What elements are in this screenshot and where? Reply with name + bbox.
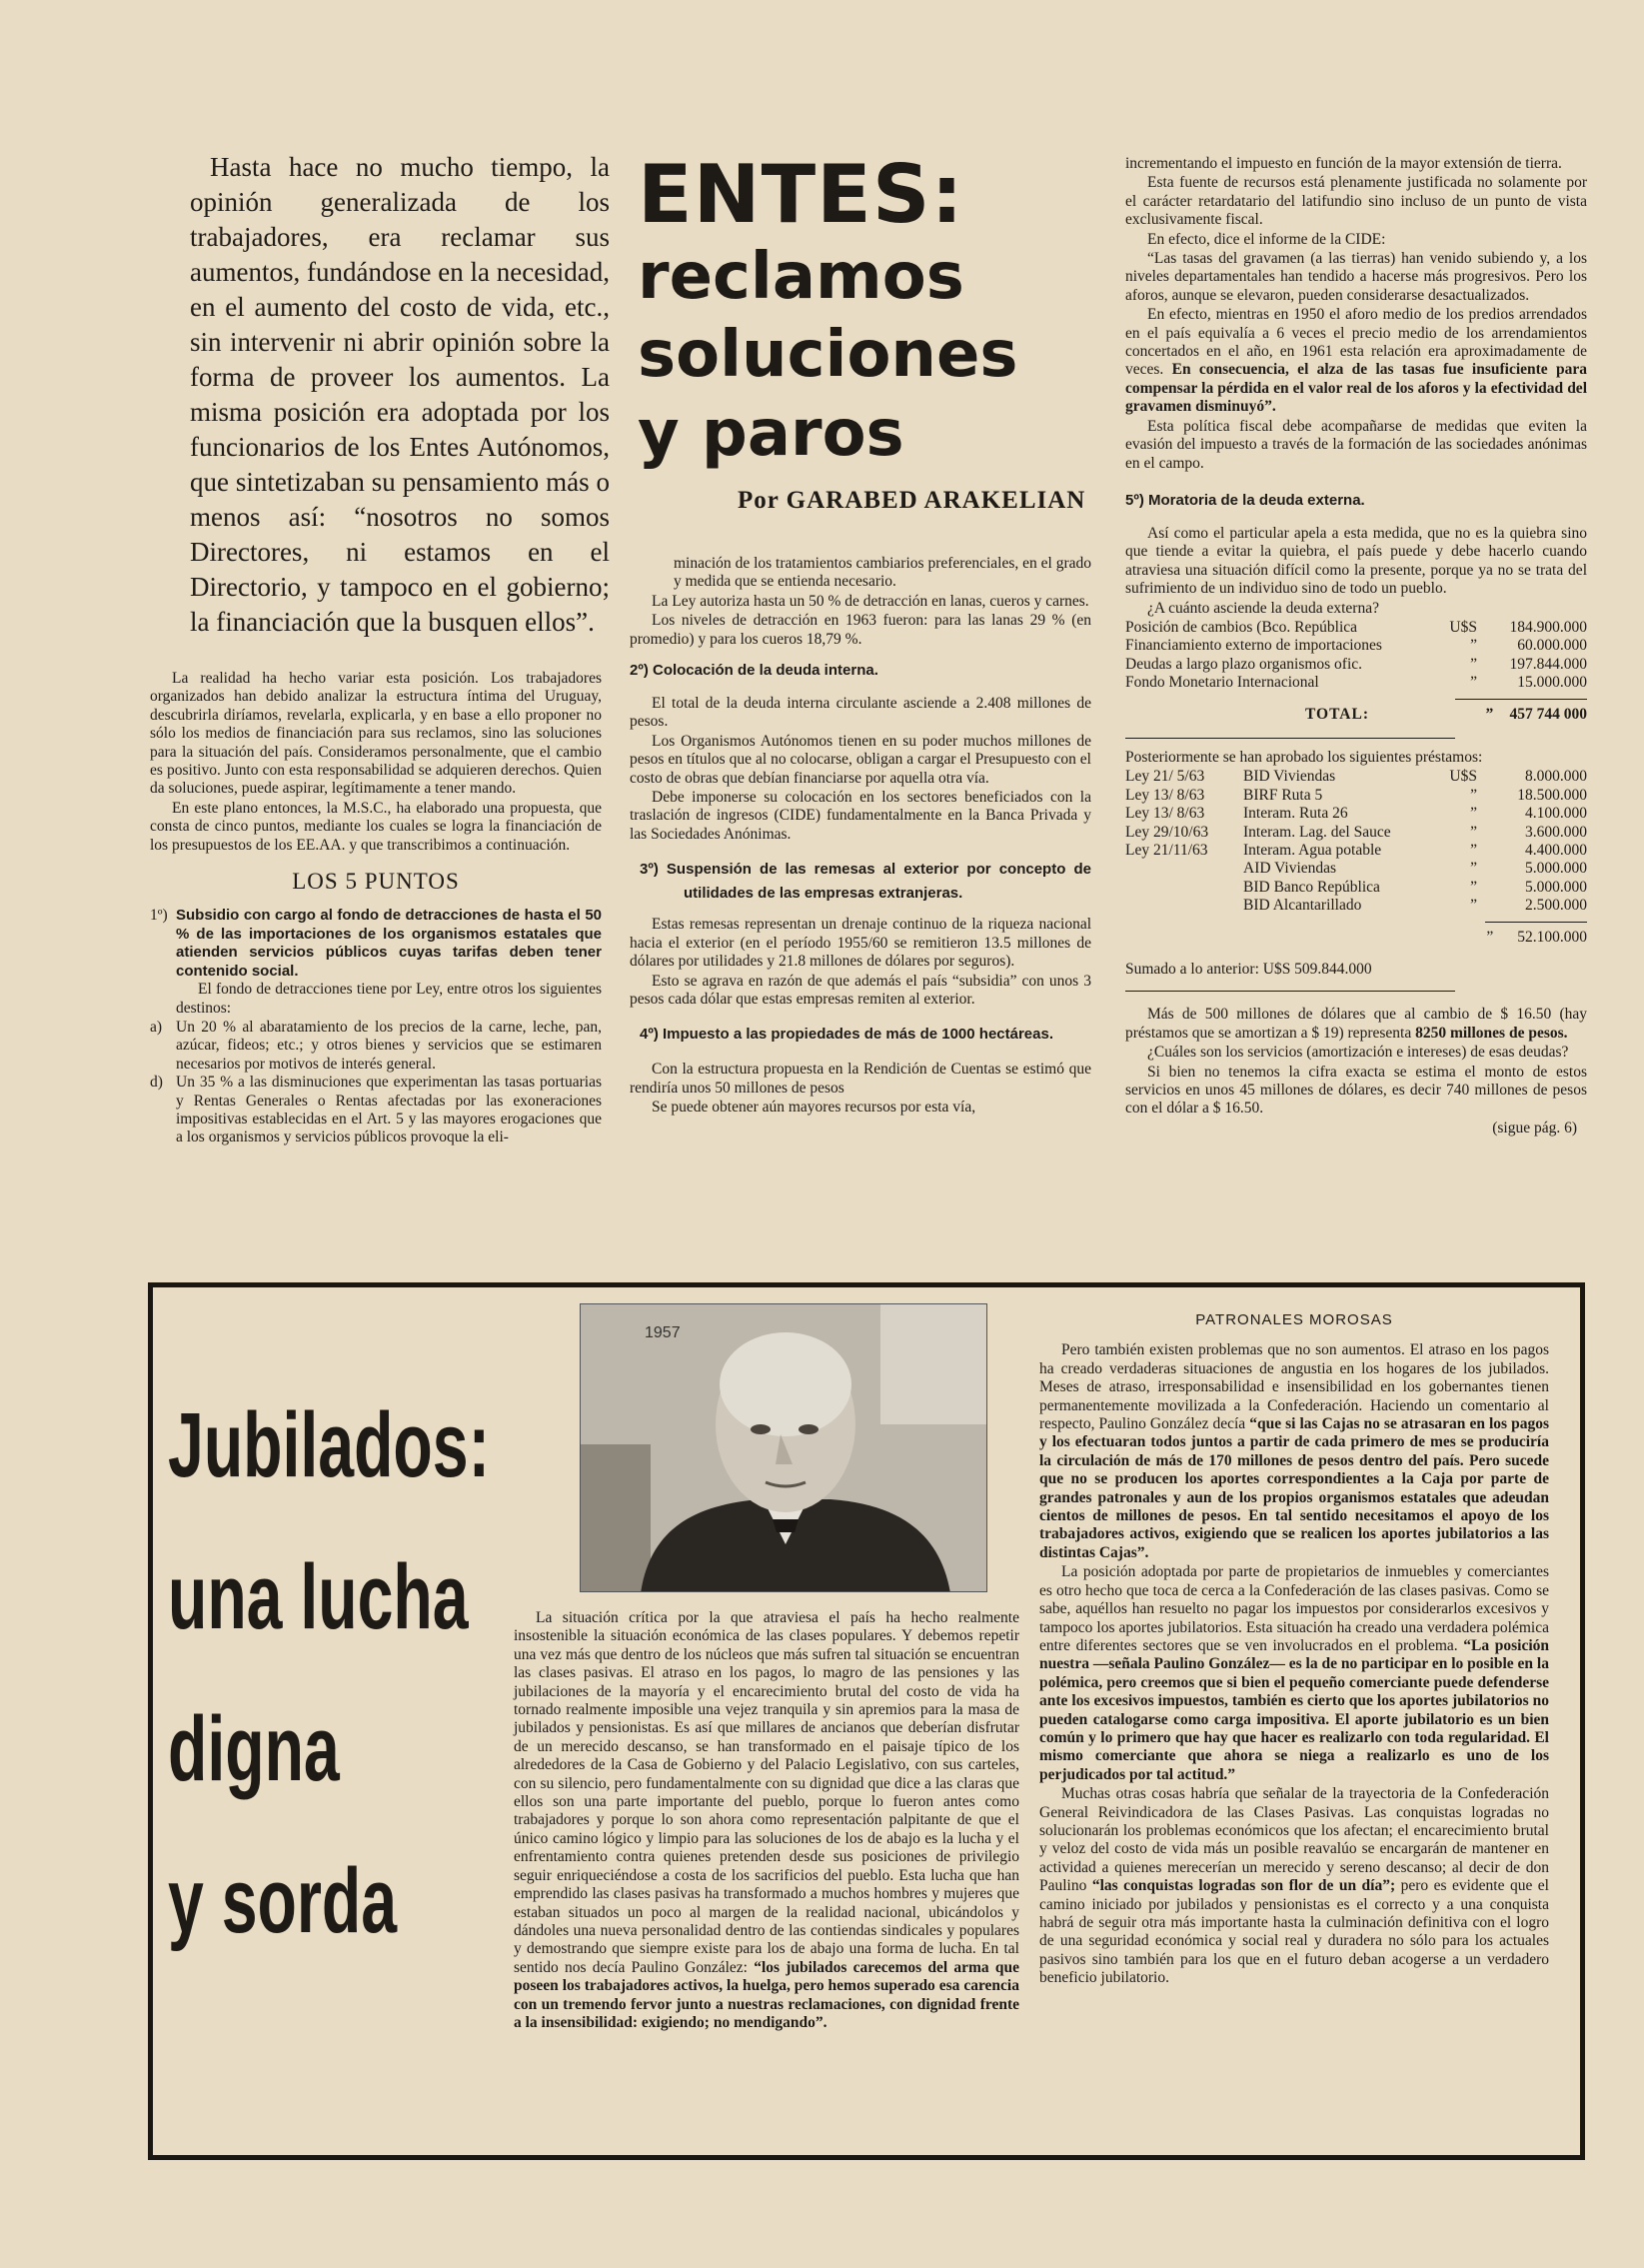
debt-row-label: Deudas a largo plazo organismos ofic. — [1125, 655, 1363, 673]
continued-note: (sigue pág. 6) — [1492, 1119, 1577, 1136]
intro-paragraph: Hasta hace no mucho tiempo, la opinión generalizada de los trabajadores, era reclamar sus aumentos, fundándose en la necesidad, en el aumento del costo de vida, etc., sin intervenir ni abrir opinión sobre la forma de proveer los aumentos. La misma posición era adoptada por los funcionarios de los Entes Autónomos, que sintetizaban su pensamiento más o menos así: “nosotros no somos Directores, ni estamos en el Directorio, y tampoco en el gobierno; la financiación que la busquen ellos”. — [190, 152, 610, 637]
point-2-title: 2º) Colocación de la deuda interna. — [630, 662, 878, 680]
col2-paragraph-2: La Ley autoriza hasta un 50 % de detracción en lanas, cueros y carnes. — [652, 592, 1089, 610]
col2-paragraph-3: Los niveles de detracción en 1963 fueron: para las lanas 29 % (en promedio) y para los cueros 18,79 %. — [630, 612, 1091, 648]
box-headline-line-3: digna — [168, 1698, 340, 1800]
loan-row-value: 5.000.000 — [1525, 878, 1587, 896]
loans-rule — [1485, 922, 1587, 923]
loan-row — [1125, 842, 1587, 860]
debt-row — [1125, 674, 1587, 692]
headline-line-4: y paros — [638, 396, 904, 471]
col3-paragraph-11: ¿Cuáles son los servicios (amortización e intereses) de esas deudas? — [1147, 1044, 1569, 1062]
box-headline-line-4: y sorda — [168, 1850, 398, 1952]
loan-row-desc: Interam. Lag. del Sauce — [1243, 823, 1391, 841]
debt-separator — [1125, 738, 1455, 739]
box-right-p1-text: Pero también existen problemas que no son aumentos. El atraso en los pagos ha creado verdaderas situaciones de angustia en los hogares de los jubilados. Meses de atraso, irresponsabilidad e insensibilidad en los gobernantes tienen permanentemente movilizada a la Confederación. Haciendo un comentario al respecto, Paulino González decía — [1039, 1341, 1549, 1433]
item-d-marker: d) — [150, 1074, 163, 1092]
loan-row-desc: BID Viviendas — [1243, 768, 1336, 786]
col2-paragraph-8: Esto se agrava en razón de que además el país “subsidia” con unos 3 pesos cada dólar que estas empresas remiten al exterior. — [630, 972, 1091, 1008]
loan-row — [1125, 860, 1587, 878]
box-middle-column — [514, 1609, 1019, 2033]
loan-row-law: Ley 29/10/63 — [1125, 823, 1209, 841]
col3-paragraph-6: Esta política fiscal debe acompañarse de medidas que eviten la evasión del impuesto a través de la formación de las sociedades anónimas en el campo. — [1125, 417, 1587, 472]
external-debt-table — [1125, 619, 1587, 693]
col3-p10-bold: 8250 millones de pesos. — [1415, 1024, 1568, 1042]
box-headline — [168, 1394, 491, 2007]
column-3 — [1125, 155, 1587, 1137]
loan-row-value: 18.500.000 — [1517, 786, 1587, 804]
box-right-p2-text: La posición adoptada por parte de propietarios de inmuebles y comerciantes es otro hecho que toca de cerca a la Confederación de las clases pasivas. Como se sabe, aquéllos han resuelto no pagar los impuestos por considerarlos excesivos y tampoco los aportes jubilatorios. Esta situación ha creado una verdadera polémica entre diferentes sectores que se ven involucrados en el problema. — [1039, 1563, 1549, 1654]
item-a-marker: a) — [150, 1018, 163, 1036]
point-1-text: El fondo de detracciones tiene por Ley, entre otros los siguientes destinos: — [176, 981, 602, 1017]
box-middle-paragraph — [514, 1609, 1019, 2032]
col2-paragraph-10: Se puede obtener aún mayores recursos por esta vía, — [652, 1099, 976, 1117]
box-headline-line-2: una lucha — [168, 1546, 469, 1648]
loan-row-value: 5.000.000 — [1525, 860, 1587, 878]
loan-row-unit: ” — [1470, 878, 1477, 896]
loan-row-unit: ” — [1470, 842, 1477, 859]
col3-paragraph-7: Así como el particular apela a esta medida, que no es la quiebra sino que tiende a evitar la quiebra, el país puede y debe hacerlo cuando atraviesa una situación difícil como la presente, porque ya no se trata del sufrimiento de un individuo sino de todo un pueblo. — [1125, 524, 1587, 598]
col3-paragraph-8: ¿A cuánto asciende la deuda externa? — [1147, 599, 1379, 617]
box-middle-quote: “los jubilados carecemos del arma que poseen los trabajadores activos, la huelga, pero hemos superado esa carencia con un tremendo fervor junto a nuestras reclamaciones, con dignidad frente a la insensibilidad: exigiendo; no mendigando”. — [514, 1958, 1019, 2031]
loans-total-value: 52.100.000 — [1517, 928, 1587, 946]
loan-row-law — [1125, 860, 1243, 878]
loan-row-desc: BIRF Ruta 5 — [1243, 786, 1323, 804]
point-1 — [150, 907, 602, 981]
loan-row-unit: U$S — [1449, 768, 1477, 786]
column-2 — [630, 555, 1091, 1119]
loan-row-value: 4.100.000 — [1525, 805, 1587, 823]
box-headline-line-1: Jubilados: — [168, 1394, 491, 1496]
loan-row — [1125, 768, 1587, 786]
loan-row-unit: ” — [1470, 786, 1477, 804]
debt-row — [1125, 619, 1587, 637]
photo-caption: 1957 — [645, 1324, 681, 1341]
point-1-title: Subsidio con cargo al fondo de detracciones de hasta el 50 % de las importaciones de los organismos estatales que atienden servicios públicos cuyas tarifas deben tener contenido social. — [176, 907, 602, 980]
loans-table — [1125, 768, 1587, 915]
col1-paragraph-2: En este plano entonces, la M.S.C., ha elaborado una propuesta, que consta de cinco puntos, mediante los cuales se logra la financiación de los presupuestos de los EE.AA. y que transcribimos a continuación. — [150, 799, 602, 854]
loan-row-unit: ” — [1470, 805, 1477, 823]
loan-row — [1125, 787, 1587, 805]
box-right-p3-text: Muchas otras cosas habría que señalar de la trayectoria de la Confederación General Reivindicadora de las Clases Pasivas. Las conquistas logradas no solucionarán los problemas económicos que los afectan; el encarecimiento brutal y veloz del costo de vida más un posible reavalúo se encargarán de mantener en actividad a quienes merecerían un merecido y sereno descanso; al decir de don Paulino — [1039, 1785, 1549, 1895]
col2-paragraph-7: Estas remesas representan un drenaje continuo de la riqueza nacional hacia el exterior (en el período 1955/60 se remitieron 13.5 millones de dólares por utilidades y 21.8 millones de dólares por seguros). — [630, 916, 1091, 971]
point-3-title: 3º) Suspensión de las remesas al exterior por concepto de utilidades de las empresas extranjeras. — [640, 861, 1091, 903]
column-1 — [150, 670, 602, 1147]
loan-row-law — [1125, 879, 1243, 897]
item-d-text: Un 35 % a las disminuciones que experimentan las tasas portuarias y Rentas Generales o Rentas afectadas por las exoneraciones impositivas establecidas en el Art. 5 y las mayores erogaciones que a los organismos y servicios públicos provoque la eli- — [176, 1074, 602, 1146]
point-1-item-d — [150, 1074, 602, 1147]
loan-row-law: Ley 21/11/63 — [1125, 842, 1208, 859]
headline-line-2: reclamos — [638, 240, 964, 314]
col3-paragraph-4: “Las tasas del gravamen (a las tierras) han venido subiendo y, a los niveles departamentales han tendido a hacerse más progresivos. Pero los aforos, aunque se elevaron, pueden considerarse desactualizados. — [1125, 250, 1587, 304]
debt-total-label: TOTAL: — [1305, 705, 1369, 723]
box-right-column — [1039, 1307, 1549, 1989]
box-right-p2-quote: “La posición nuestra —señala Paulino González— es la de no participar en lo posible en la polémica, pero creemos que si bien el pequeño comerciante puede defenderse ante los excesivos impuestos, también es cierto que los aportes jubilatorios no pueden catalogarse como carga impositiva. El aporte jubilatorio es un bien común y lo primero que hay que hacer es realizarlo con toda regularidad. El mismo comerciante que ahora se niega a realizarlo es uno de los perjudicados por tal actitud.” — [1039, 1636, 1550, 1783]
point-1-marker: 1º) — [150, 907, 168, 925]
headline-line-3: soluciones — [638, 318, 1018, 393]
debt-row — [1125, 637, 1587, 655]
loan-row-value: 4.400.000 — [1525, 842, 1587, 859]
col2-paragraph-4: El total de la deuda interna circulante asciende a 2.408 millones de pesos. — [630, 695, 1091, 731]
debt-row-unit: ” — [1470, 655, 1477, 673]
sum-separator — [1125, 991, 1455, 992]
debt-row — [1125, 656, 1587, 674]
intro-lead — [190, 150, 610, 640]
debt-row-unit: ” — [1470, 637, 1477, 655]
box-right-p3-quote: “las conquistas logradas son flor de un día”; — [1091, 1877, 1396, 1895]
loan-row — [1125, 897, 1587, 915]
col2-paragraph-5: Los Organismos Autónomos tienen en su poder muchos millones de pesos en títulos que al no colocarse, obligan a cargar el Presupuesto con el costo de obras que debían financiarse por aquella otra vía. — [630, 732, 1091, 787]
loans-total-unit: ” — [1486, 928, 1494, 946]
col2-paragraph-1: minación de los tratamientos cambiarios preferenciales, en el grado y medida que se entienda necesario. — [674, 555, 1091, 591]
col3-p10-text: Más de 500 millones de dólares que al cambio de $ 16.50 (hay préstamos que se amortizan a $ 19) representa — [1125, 1006, 1587, 1042]
point-4-title: 4º) Impuesto a las propiedades de más de 1000 hectáreas. — [640, 1026, 1053, 1044]
debt-row-unit: ” — [1470, 674, 1477, 692]
item-a-text: Un 20 % al abaratamiento de los precios de la carne, leche, pan, azúcar, fideos; etc.; y otros bienes y servicios que se estimaren necesarios por motivos de interés general. — [176, 1018, 602, 1073]
loan-row — [1125, 805, 1587, 823]
loan-row-unit: ” — [1470, 897, 1477, 915]
col3-paragraph-10 — [1125, 1006, 1587, 1043]
debt-row-unit: U$S — [1449, 618, 1477, 636]
debt-total-unit: ” — [1485, 705, 1494, 723]
col1-paragraph-1: La realidad ha hecho variar esta posición. Los trabajadores organizados han debido analizar la estructura íntima del Uruguay, descubrirla diríamos, revelarla, explicarla, y en base a ello proponer no sólo los medios de financiación para sus reclamos, sino las soluciones para la situación del país. Consideramos personalmente, que el cambio es positivo. Junto con esta responsabilidad se adquieren derechos. Quien da soluciones, puede aspirar, legítimamente a tener mando. — [150, 670, 602, 798]
debt-row-value: 60.000.000 — [1517, 637, 1587, 655]
section-title: LOS 5 PUNTOS — [292, 869, 460, 895]
box-right-paragraph-2 — [1039, 1563, 1549, 1784]
portrait-photo — [580, 1303, 987, 1592]
total-rule — [1455, 699, 1587, 700]
loan-row-law: Ley 13/ 8/63 — [1125, 805, 1205, 823]
loan-row-desc: Interam. Agua potable — [1243, 842, 1382, 859]
sum-line: Sumado a lo anterior: U$S 509.844.000 — [1125, 961, 1372, 979]
loan-row-value: 3.600.000 — [1525, 823, 1587, 841]
loan-row — [1125, 879, 1587, 897]
loan-row-desc: Interam. Ruta 26 — [1243, 805, 1348, 823]
debt-row-value: 197.844.000 — [1509, 655, 1587, 673]
box-right-paragraph-1 — [1039, 1341, 1549, 1562]
col3-p5-bold: En consecuencia, el alza de las tasas fue insuficiente para compensar la pérdida en el valor real de los aforos y la efectividad del gravamen disminuyó”. — [1125, 361, 1588, 416]
loan-row-desc: BID Banco República — [1243, 878, 1380, 896]
box-middle-text: La situación crítica por la que atraviesa el país ha hecho realmente insostenible la situación económica de las clases populares. Y debemos repetir una vez más que dentro de los núcleos que más sufren tal situación se encuentran las clases pasivas. El atraso en los pagos, lo magro de las pensiones y las jubilaciones de la mayoría y el encarecimiento brutal del costo de vida ha tornado realmente imposible una vejez tranquila y sin apremios para la masa de jubilados y pensionistas. Es así que millares de ancianos que deberían disfrutar de un merecido descanso, se han transformado en el paisaje típico de los alrededores de la Casa de Gobierno y del Palacio Legislativo, con sus carteles, con su silencio, pero fundamentalmente con su dignidad que dice a las claras que ellos son una parte importante del pueblo, porque lo fueron antes como trabajadores y porque lo son ahora como representación palpitante de que el único camino lógico y limpio para las soluciones de los de abajo es la lucha y el enfrentamiento contra quienes pretenden desde sus posiciones de privilegio seguir enriqueciéndose a costa de los sacrificios del pueblo. Esta lucha que han emprendido las clases pasivas ha transformado a muchos hombres y mujeres que estaban situados un poco al margen de la realidad nacional, ubicándolos y dándoles una nueva personalidad dentro de las contiendas sindicales y populares y demostrando que siempre existe para los de abajo una forma de lucha. En tal sentido nos decía Paulino González: — [514, 1609, 1019, 1976]
box-right-paragraph-3 — [1039, 1785, 1549, 1987]
col3-paragraph-12: Si bien no tenemos la cifra exacta se estima el monto de estos servicios en unos 45 millones de dólares, es decir 740 millones de pesos con el dólar a $ 16.50. — [1125, 1063, 1587, 1118]
box-right-p3-end: pero es evidente que el camino iniciado por jubilados y pensionistas es el correcto y a una conquista habrá de seguir otra más importante hasta la culminación definitiva con el logro de una seguridad económica y social real y duradera no sólo para los actuales pasivos sino también para los que en el futuro deban acogerse a un verdadero beneficio jubilatorio. — [1039, 1877, 1549, 1987]
point-1-item-a — [150, 1019, 602, 1074]
loans-total-row — [1125, 929, 1587, 947]
debt-row-value: 184.900.000 — [1509, 618, 1587, 636]
debt-row-value: 15.000.000 — [1517, 674, 1587, 692]
article-headline — [638, 148, 1077, 471]
loan-row — [1125, 824, 1587, 842]
loan-row-value: 2.500.000 — [1525, 897, 1587, 915]
debt-row-label: Posición de cambios (Bco. República — [1125, 618, 1358, 636]
debt-row-label: Fondo Monetario Internacional — [1125, 674, 1319, 692]
col3-paragraph-2: Esta fuente de recursos está plenamente justificada no solamente por el carácter retardatario del latifundio sino incluso de un punto de vista exclusivamente fiscal. — [1125, 174, 1587, 229]
loan-row-unit: ” — [1470, 860, 1477, 878]
loan-row-law: Ley 21/ 5/63 — [1125, 768, 1205, 786]
loan-row-desc: AID Viviendas — [1243, 860, 1337, 878]
col2-paragraph-9: Con la estructura propuesta en la Rendición de Cuentas se estimó que rendiría unos 50 millones de pesos — [630, 1061, 1091, 1097]
loan-row-value: 8.000.000 — [1525, 768, 1587, 786]
point-5-title: 5º) Moratoria de la deuda externa. — [1125, 491, 1365, 509]
col3-paragraph-3: En efecto, dice el informe de la CIDE: — [1147, 230, 1386, 248]
col3-p5-text: En efecto, mientras en 1950 el aforo medio de los predios arrendados en el país equivalía a 6 veces el precio medio de los arrendamientos concertados en el año, en 1961 esta relación era aproximadamente de veces. — [1125, 306, 1587, 379]
box-right-title: PATRONALES MOROSAS — [1195, 1311, 1393, 1328]
loan-row-desc: BID Alcantarillado — [1243, 897, 1362, 915]
debt-row-label: Financiamiento externo de importaciones — [1125, 637, 1382, 655]
col3-paragraph-1: incrementando el impuesto en función de la mayor extensión de tierra. — [1125, 155, 1562, 172]
loan-row-law — [1125, 897, 1243, 915]
debt-total-row — [1125, 706, 1587, 724]
col3-paragraph-5 — [1125, 306, 1587, 416]
byline: Por GARABED ARAKELIAN — [738, 487, 1086, 514]
headline-line-1: ENTES: — [638, 148, 964, 241]
loan-row-law: Ley 13/ 8/63 — [1125, 786, 1205, 804]
debt-total-value: 457 744 000 — [1509, 705, 1587, 723]
loan-row-unit: ” — [1470, 823, 1477, 841]
col2-paragraph-6: Debe imponerse su colocación en los sectores beneficiados con la traslación de ingresos (CIDE) fundamentalmente en la Banca Privada y las Sociedades Anónimas. — [630, 789, 1091, 843]
portrait-image — [581, 1304, 987, 1592]
col3-paragraph-9: Posteriormente se han aprobado los siguientes préstamos: — [1125, 748, 1483, 766]
box-right-p1-quote: “que si las Cajas no se atrasaran en los pagos y los efectuaran todos juntos a partir de cada primero de mes se produciría la circulación de más de 170 millones de pesos dentro del país. Pero sucede que no se producen los aportes correspondientes a la Caja por parte de grandes patronales y aun de los propios organismos estatales que adeudan cientos de millones de pesos. En tal sentido necesitamos el apoyo de los trabajadores activos, exigiendo que se realicen los aportes jubilatorios a las distintas Cajas”. — [1039, 1415, 1550, 1561]
